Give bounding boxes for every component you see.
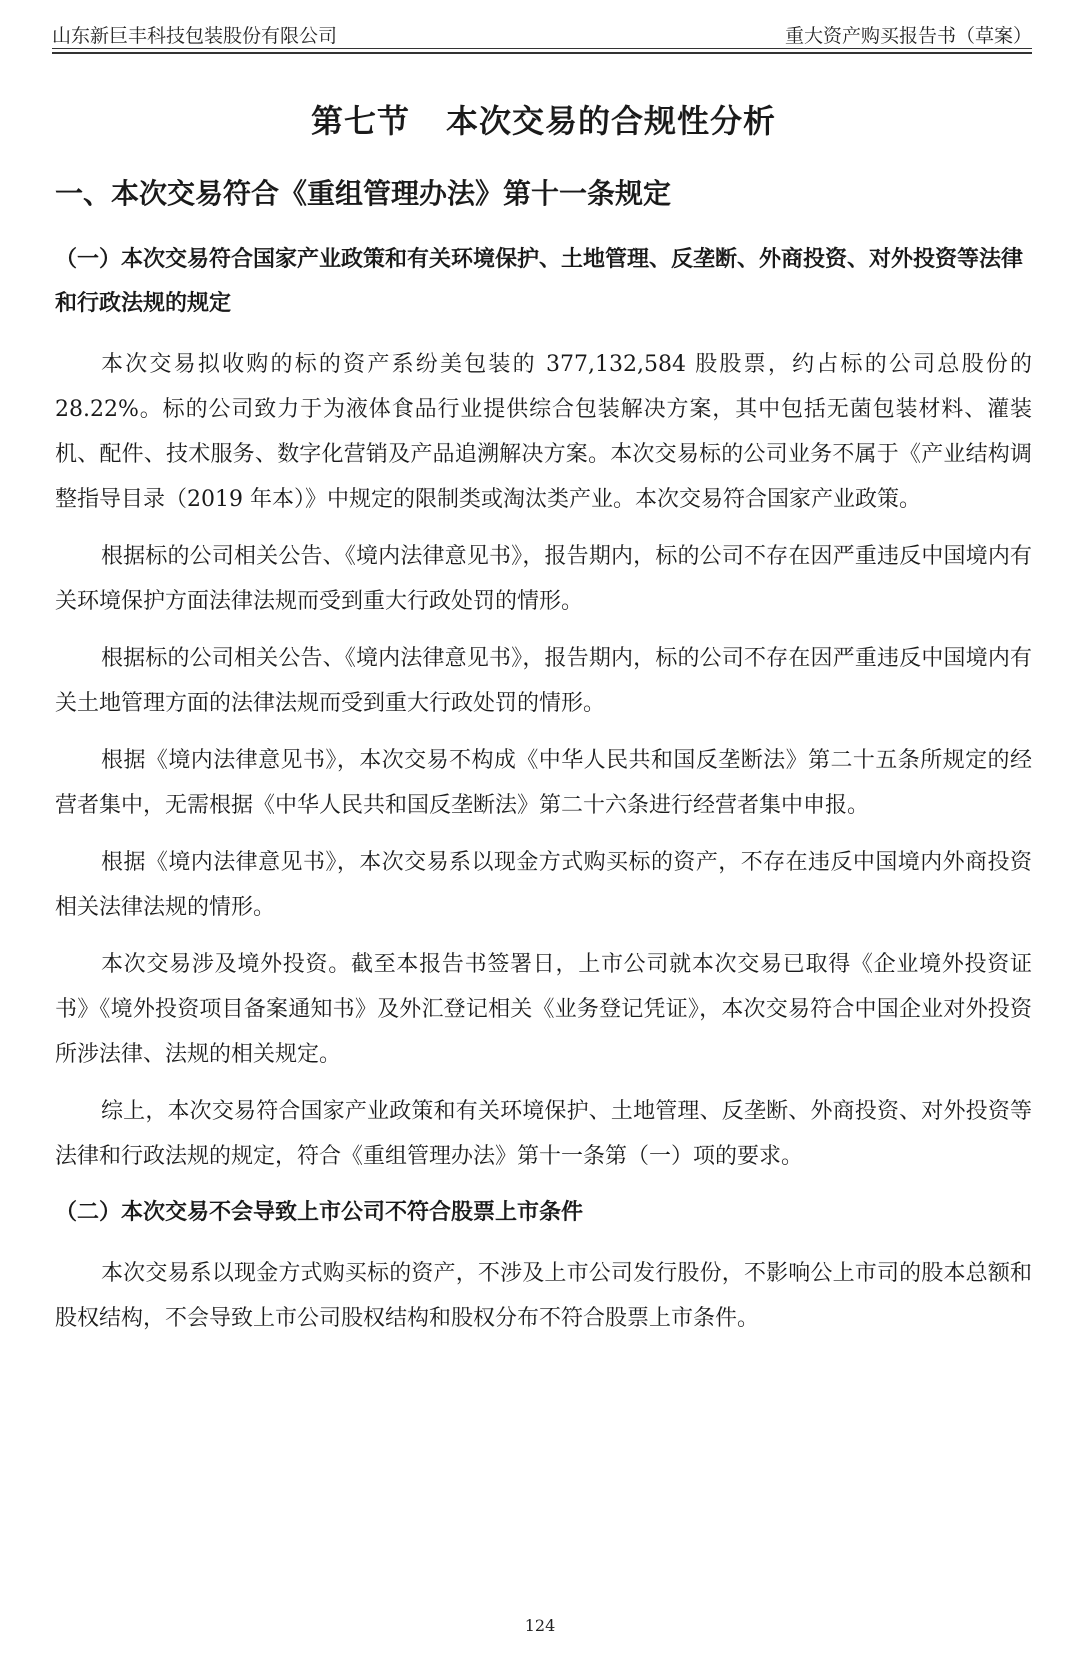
paragraph: 本次交易系以现金方式购买标的资产，不涉及上市公司发行股份，不影响公上市司的股本总额和股权结构，不会导致上市公司股权结构和股权分布不符合股票上市条件。 bbox=[55, 1261, 1032, 1331]
subsection-1-title: （一）本次交易符合国家产业政策和有关环境保护、土地管理、反垄断、外商投资、对外投资等法律和行政法规的规定 bbox=[55, 247, 1024, 316]
heading-1: 一、本次交易符合《重组管理办法》第十一条规定 bbox=[55, 177, 672, 210]
paragraph: 本次交易拟收购的标的资产系纷美包装的 377,132,584 股股票，约占标的公司总股份的 28.22%。标的公司致力于为液体食品行业提供综合包装解决方案，其中包括无菌包装材料、灌装机、配件、技术服务、数字化营销及产品追溯解决方案。本次交易标的公司业务不属于《产业结构调整指导目录（2019 年本）》中规定的限制类或淘汰类产业。本次交易符合国家产业政策。 bbox=[55, 352, 1032, 512]
subsection-2-title: （二）本次交易不会导致上市公司不符合股票上市条件 bbox=[55, 1200, 584, 1225]
paragraph: 本次交易涉及境外投资。截至本报告书签署日，上市公司就本次交易已取得《企业境外投资证书》《境外投资项目备案通知书》及外汇登记相关《业务登记凭证》，本次交易符合中国企业对外投资所涉法律、法规的相关规定。 bbox=[55, 952, 1032, 1067]
header-doc-title: 重大资产购买报告书（草案） bbox=[784, 25, 1032, 47]
page-content bbox=[55, 96, 1032, 1353]
section-number: 第七节 bbox=[310, 102, 410, 140]
paragraph: 根据标的公司相关公告、《境内法律意见书》，报告期内，标的公司不存在因严重违反中国境内有关环境保护方面法律法规而受到重大行政处罚的情形。 bbox=[55, 544, 1032, 614]
section-name: 本次交易的合规性分析 bbox=[446, 102, 777, 140]
header-company: 山东新巨丰科技包装股份有限公司 bbox=[52, 25, 338, 47]
section-title bbox=[55, 96, 1032, 142]
paragraph: 根据《境内法律意见书》，本次交易不构成《中华人民共和国反垄断法》第二十五条所规定的经营者集中，无需根据《中华人民共和国反垄断法》第二十六条进行经营者集中申报。 bbox=[55, 748, 1032, 818]
page-number: 124 bbox=[524, 1616, 556, 1635]
header-divider bbox=[52, 52, 1032, 54]
page-header bbox=[52, 18, 1032, 49]
paragraph: 根据《境内法律意见书》，本次交易系以现金方式购买标的资产，不存在违反中国境内外商投资相关法律法规的情形。 bbox=[55, 850, 1032, 920]
paragraph: 综上，本次交易符合国家产业政策和有关环境保护、土地管理、反垄断、外商投资、对外投资等法律和行政法规的规定，符合《重组管理办法》第十一条第（一）项的要求。 bbox=[55, 1099, 1032, 1169]
paragraph: 根据标的公司相关公告、《境内法律意见书》，报告期内，标的公司不存在因严重违反中国境内有关土地管理方面的法律法规而受到重大行政处罚的情形。 bbox=[55, 646, 1032, 716]
